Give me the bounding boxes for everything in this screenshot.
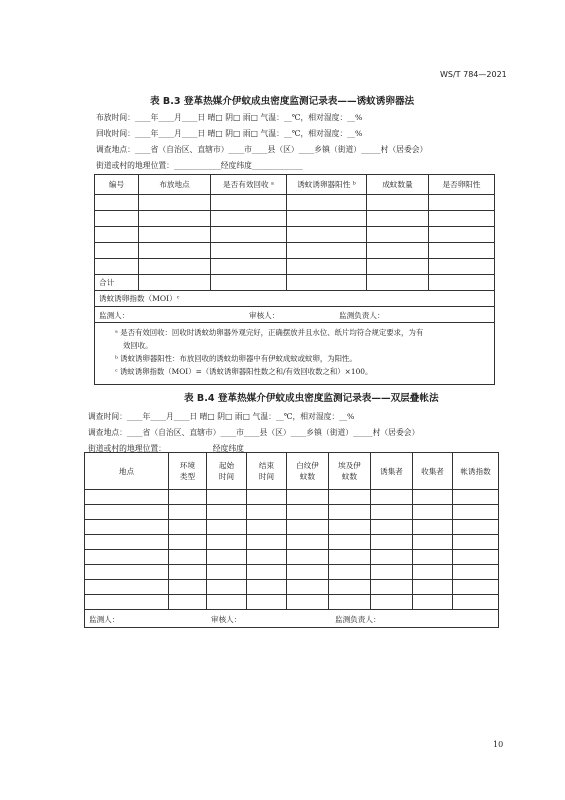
table-row bbox=[85, 580, 499, 595]
table-row bbox=[95, 195, 495, 211]
table-row bbox=[95, 227, 495, 243]
b4-col-collector: 收集者 bbox=[413, 453, 453, 490]
table-b3-notes-row bbox=[95, 323, 495, 385]
b4-geo-location-line: 街道或村的地理位置：____________经度纬度_____________ bbox=[88, 444, 295, 453]
table-row bbox=[85, 595, 499, 610]
b4-col-end-time: 结束 时间 bbox=[247, 453, 287, 490]
table-row bbox=[85, 490, 499, 505]
table-b4-sign-row bbox=[85, 610, 499, 628]
page-number: 10 bbox=[493, 740, 504, 749]
b3-total-label: 合计 bbox=[95, 275, 139, 291]
b4-survey-location-line: 调查地点：____省（自治区、直辖市）____市____县（区）____乡镇（街道）_____村（居委会） bbox=[88, 428, 420, 437]
table-b3-header-row bbox=[95, 175, 495, 195]
b4-col-env-type: 环境 类型 bbox=[169, 453, 207, 490]
b3-release-time-line: 布放时间：____年____月____日 晴□ 阴□ 雨□ 气温：__℃，相对湿度：__% bbox=[96, 113, 363, 122]
table-b4-title: 表 B.4 登革热媒介伊蚊成虫密度监测记录表——双层叠帐法 bbox=[184, 393, 439, 404]
b4-survey-time-line: 调查时间：____年____月____日 晴□ 阴□ 雨□ 气温：__℃，相对湿度：__% bbox=[88, 412, 355, 421]
b3-col-place: 布放地点 bbox=[139, 175, 211, 195]
b4-col-net-index: 帐诱指数 bbox=[453, 453, 499, 490]
table-b3-index-row bbox=[95, 291, 495, 307]
table-row bbox=[85, 550, 499, 565]
b3-col-valid-retrieval: 是否有效回收 ᵃ bbox=[211, 175, 287, 195]
b3-monitor-label: 监测人： bbox=[99, 311, 130, 320]
b3-reviewer-label: 审核人： bbox=[249, 311, 280, 320]
b4-reviewer-label: 审核人： bbox=[211, 615, 242, 624]
table-b4-header-row bbox=[85, 453, 499, 490]
table-b3-title: 表 B.3 登革热媒介伊蚊成虫密度监测记录表——诱蚊诱卵器法 bbox=[150, 96, 415, 107]
b3-supervisor-label: 监测负责人： bbox=[339, 311, 385, 320]
b4-col-attractor: 诱集者 bbox=[371, 453, 413, 490]
b4-monitor-label: 监测人： bbox=[89, 615, 120, 624]
b3-col-number: 编号 bbox=[95, 175, 139, 195]
table-row bbox=[85, 520, 499, 535]
table-b3-total-row bbox=[95, 275, 495, 291]
b3-note-b: ᵇ 诱蚊诱卵器阳性：布放回收的诱蚊幼卵器中有伊蚊成蚊或蚊卵，为阳性。 bbox=[115, 354, 357, 363]
b3-col-adult-count: 成蚊数量 bbox=[367, 175, 429, 195]
b4-supervisor-label: 监测负责人： bbox=[335, 615, 381, 624]
b4-col-albopictus-count: 白纹伊 蚊数 bbox=[287, 453, 329, 490]
b3-col-egg-positive: 是否卵阳性 bbox=[429, 175, 495, 195]
b3-survey-location-line: 调查地点：____省（自治区、直辖市）____市____县（区）____乡镇（街道）_____村（居委会） bbox=[96, 145, 428, 154]
b4-col-aegypti-count: 埃及伊 蚊数 bbox=[329, 453, 371, 490]
table-row bbox=[85, 565, 499, 580]
b4-col-place: 地点 bbox=[85, 453, 169, 490]
table-row bbox=[95, 259, 495, 275]
table-b4 bbox=[84, 452, 499, 628]
table-row bbox=[95, 243, 495, 259]
standard-code: WS/T 784—2021 bbox=[440, 70, 507, 79]
table-b3-sign-row bbox=[95, 307, 495, 323]
b3-moi-label: 诱蚊诱卵指数（MOI）ᶜ bbox=[95, 291, 495, 307]
b3-note-a-cont: 效回收。 bbox=[123, 341, 153, 350]
table-row bbox=[85, 535, 499, 550]
b3-retrieve-time-line: 回收时间：____年____月____日 晴□ 阴□ 雨□ 气温：__℃，相对湿度：__% bbox=[96, 129, 363, 138]
b3-geo-location-line: 街道或村的地理位置：____________经度纬度_____________ bbox=[96, 161, 303, 170]
table-row bbox=[85, 505, 499, 520]
b3-note-a: ᵃ 是否有效回收：回收时诱蚊幼卵器外观完好，正确摆放并且水位、纸片均符合规定要求，为有 bbox=[115, 328, 424, 337]
b4-col-start-time: 起始 时间 bbox=[207, 453, 247, 490]
table-row bbox=[95, 211, 495, 227]
b3-note-c: ᶜ 诱蚊诱卵指数（MOI）=（诱蚊诱卵器阳性数之和/有效回收数之和）×100。 bbox=[115, 367, 373, 376]
b3-col-trap-positive: 诱蚊诱卵器阳性 ᵇ bbox=[287, 175, 367, 195]
table-b3 bbox=[94, 174, 495, 385]
